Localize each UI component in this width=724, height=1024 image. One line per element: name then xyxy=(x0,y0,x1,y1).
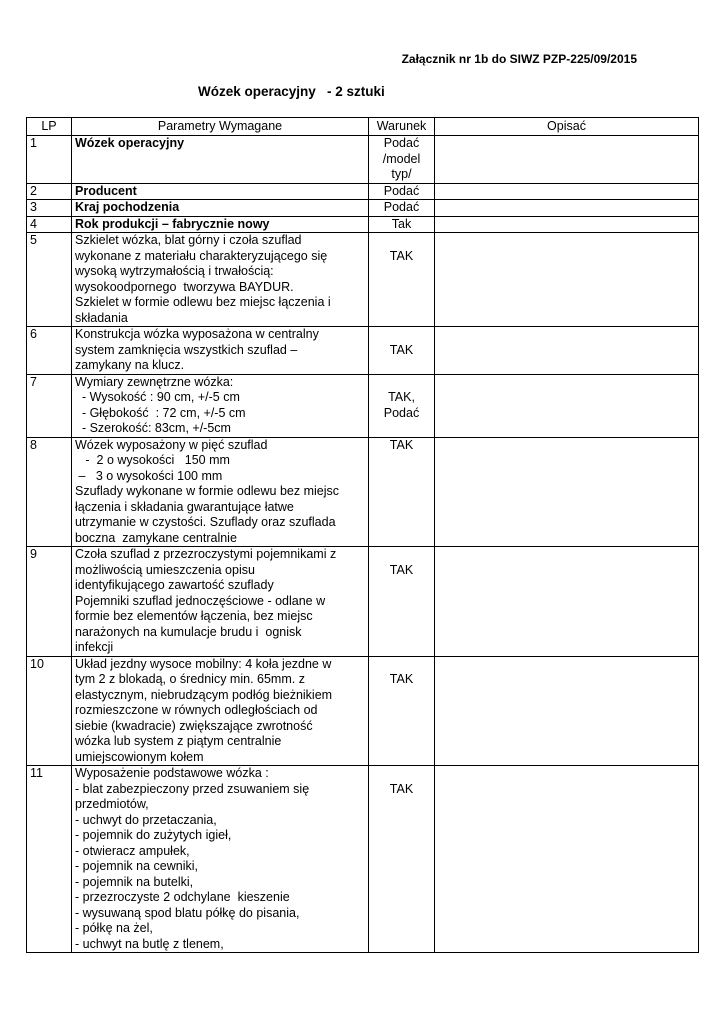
condition-cell: Podać xyxy=(369,183,435,200)
column-header-describe: Opisać xyxy=(435,118,699,136)
parameter-cell: Wymiary zewnętrzne wózka: - Wysokość : 90 cm, +/-5 cm - Głębokość : 72 cm, +/-5 cm - Szerokość: 83cm, +/-5cm xyxy=(72,374,369,437)
column-header-parameters: Parametry Wymagane xyxy=(72,118,369,136)
table-row xyxy=(27,547,699,657)
row-number: 6 xyxy=(27,327,72,375)
row-number: 4 xyxy=(27,216,72,233)
condition-cell: TAK xyxy=(369,437,435,547)
description-cell xyxy=(435,136,699,184)
table-header-row xyxy=(27,118,699,136)
table-row xyxy=(27,656,699,766)
description-cell xyxy=(435,327,699,375)
table-row xyxy=(27,233,699,327)
description-cell xyxy=(435,547,699,657)
table-row xyxy=(27,183,699,200)
condition-cell: TAK xyxy=(369,547,435,657)
document-title: Wózek operacyjny - 2 sztuki xyxy=(198,84,385,99)
table-row xyxy=(27,437,699,547)
table-row xyxy=(27,136,699,184)
parameter-cell: Konstrukcja wózka wyposażona w centralny system zamknięcia wszystkich szuflad – zamykany na klucz. xyxy=(72,327,369,375)
description-cell xyxy=(435,200,699,217)
row-number: 11 xyxy=(27,766,72,953)
parameter-cell: Czoła szuflad z przezroczystymi pojemnikami z możliwością umieszczenia opisu identyfikującego zawartość szuflady Pojemniki szuflad jednoczęściowe - odlane w formie bez elementów łączenia, bez miejsc narażonych na kumulacje brudu i ognisk infekcji xyxy=(72,547,369,657)
condition-cell: TAK, Podać xyxy=(369,374,435,437)
row-number: 8 xyxy=(27,437,72,547)
table-row xyxy=(27,766,699,953)
condition-cell: Podać xyxy=(369,200,435,217)
attachment-header: Załącznik nr 1b do SIWZ PZP-225/09/2015 xyxy=(401,52,637,66)
condition-cell: Tak xyxy=(369,216,435,233)
description-cell xyxy=(435,437,699,547)
parameter-cell: Kraj pochodzenia xyxy=(72,200,369,217)
row-number: 1 xyxy=(27,136,72,184)
column-header-condition: Warunek xyxy=(369,118,435,136)
description-cell xyxy=(435,656,699,766)
condition-cell: TAK xyxy=(369,766,435,953)
parameter-cell: Wózek wyposażony w pięć szuflad - 2 o wysokości 150 mm – 3 o wysokości 100 mm Szuflady wykonane w formie odlewu bez miejsc łączenia i składania gwarantujące łatwe utrzymanie w czystości. Szuflady oraz szuflada boczna zamykane centralnie xyxy=(72,437,369,547)
row-number: 2 xyxy=(27,183,72,200)
specification-table xyxy=(26,117,699,953)
description-cell xyxy=(435,216,699,233)
parameter-cell: Szkielet wózka, blat górny i czoła szuflad wykonane z materiału charakteryzującego się wysoką wytrzymałością i trwałością: wysokoodpornego tworzywa BAYDUR. Szkielet w formie odlewu bez miejsc łączenia i składania xyxy=(72,233,369,327)
description-cell xyxy=(435,183,699,200)
table-row xyxy=(27,327,699,375)
parameter-cell: Producent xyxy=(72,183,369,200)
condition-cell: Podać /model typ/ xyxy=(369,136,435,184)
row-number: 10 xyxy=(27,656,72,766)
condition-cell: TAK xyxy=(369,233,435,327)
column-header-lp: LP xyxy=(27,118,72,136)
row-number: 9 xyxy=(27,547,72,657)
description-cell xyxy=(435,374,699,437)
parameter-cell: Wózek operacyjny xyxy=(72,136,369,184)
condition-cell: TAK xyxy=(369,656,435,766)
description-cell xyxy=(435,766,699,953)
row-number: 3 xyxy=(27,200,72,217)
parameter-cell: Rok produkcji – fabrycznie nowy xyxy=(72,216,369,233)
parameter-cell: Wyposażenie podstawowe wózka : - blat zabezpieczony przed zsuwaniem się przedmiotów, - uchwyt do przetaczania, - pojemnik do zużytych igieł, - otwieracz ampułek, - pojemnik na cewniki, - pojemnik na butelki, - przezroczyste 2 odchylane kieszenie - wysuwaną spod blatu półkę do pisania, - półkę na żel, - uchwyt na butlę z tlenem, xyxy=(72,766,369,953)
table-row xyxy=(27,216,699,233)
table-row xyxy=(27,374,699,437)
row-number: 7 xyxy=(27,374,72,437)
description-cell xyxy=(435,233,699,327)
table-row xyxy=(27,200,699,217)
condition-cell: TAK xyxy=(369,327,435,375)
parameter-cell: Układ jezdny wysoce mobilny: 4 koła jezdne w tym 2 z blokadą, o średnicy min. 65mm. z elastycznym, niebrudzącym podłóg bieżnikiem rozmieszczone w równych odległościach od siebie (kwadracie) zwiększające zwrotność wózka lub system z piątym centralnie umiejscowionym kołem xyxy=(72,656,369,766)
row-number: 5 xyxy=(27,233,72,327)
